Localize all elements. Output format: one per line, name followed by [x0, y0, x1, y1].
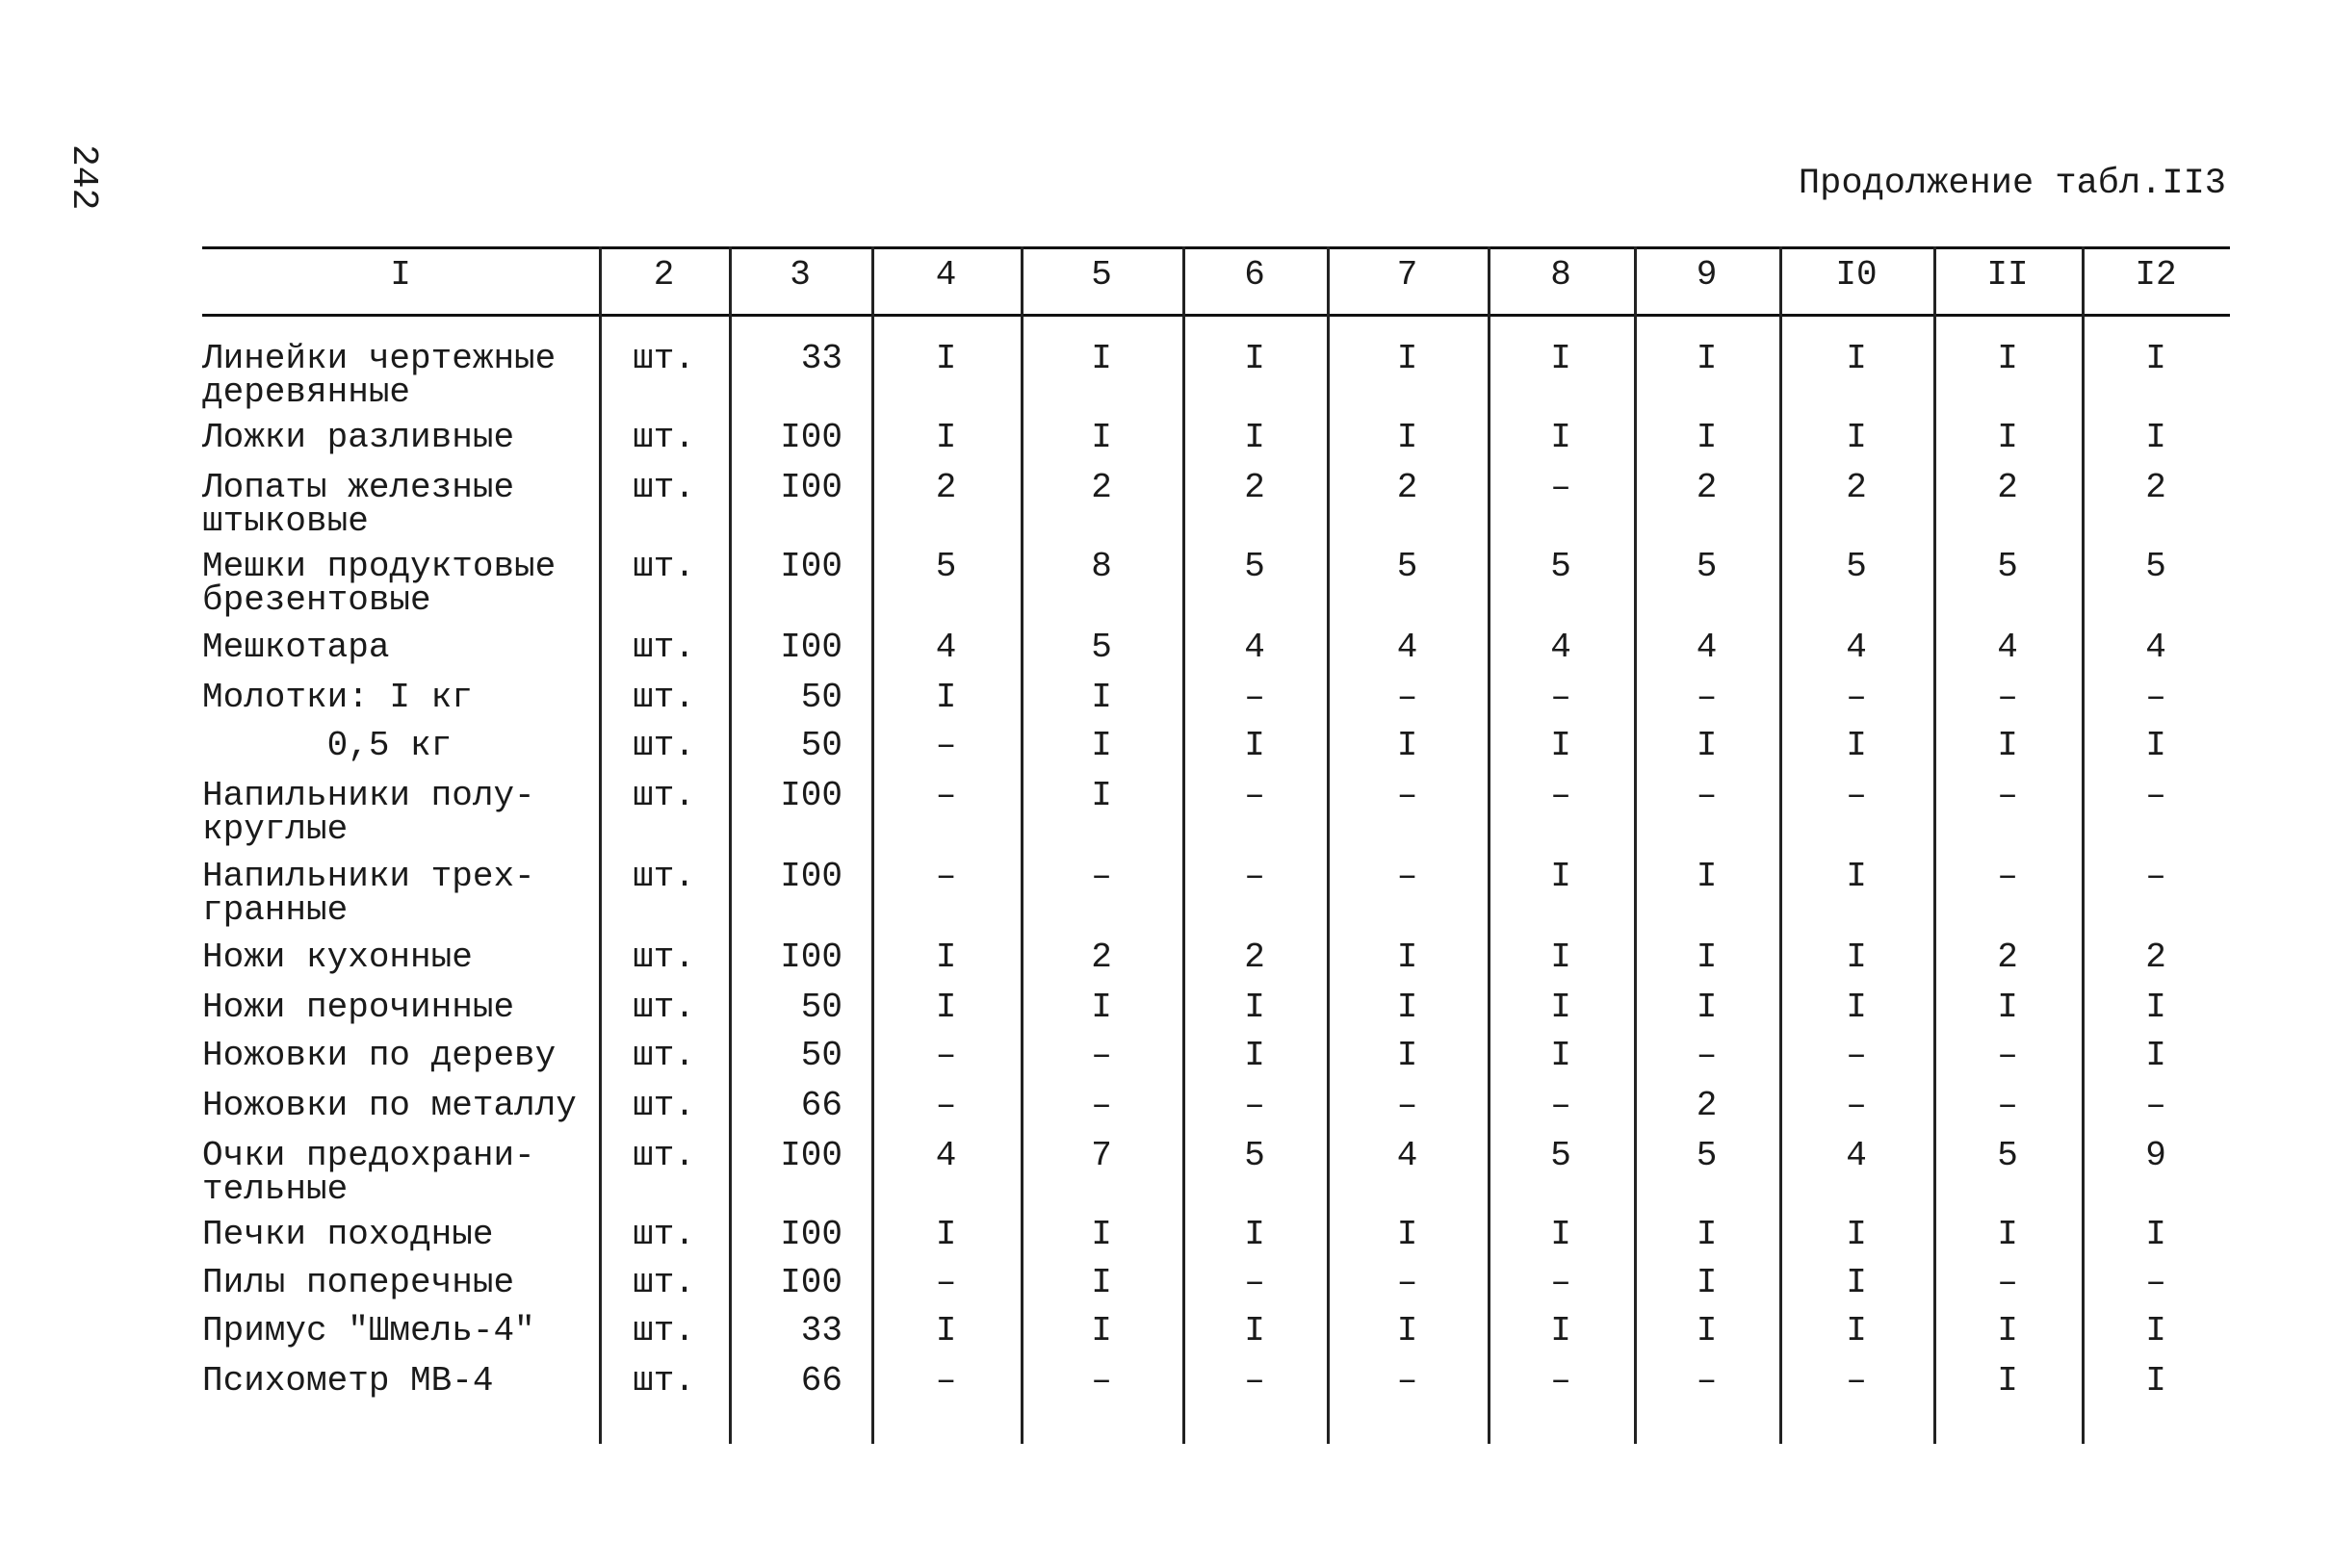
item-value: – — [1846, 678, 1867, 717]
item-value: – — [1846, 1086, 1867, 1125]
item-value: – — [1550, 1263, 1571, 1302]
item-value: I — [1396, 726, 1418, 765]
item-value: 5 — [1997, 1136, 2018, 1175]
item-value: 4 — [1696, 628, 1718, 667]
item-unit: шт. — [633, 418, 695, 457]
item-name: Ножи перочинные — [202, 988, 515, 1027]
item-qty: I00 — [780, 418, 842, 457]
item-value: I — [1997, 1311, 2018, 1350]
item-qty: I00 — [780, 938, 842, 977]
item-value: I — [1244, 339, 1265, 378]
item-value: 5 — [1244, 1136, 1265, 1175]
item-qty: I00 — [780, 857, 842, 896]
item-value: I — [1550, 988, 1571, 1027]
item-value: 2 — [2145, 938, 2166, 977]
item-value: I — [1696, 1263, 1718, 1302]
item-value: – — [935, 1263, 957, 1302]
item-value: – — [935, 726, 957, 765]
item-value: 7 — [1091, 1136, 1112, 1175]
item-value: – — [1550, 776, 1571, 815]
item-name: Напильники трех- гранные — [202, 857, 535, 930]
item-value: I — [1696, 988, 1718, 1027]
item-value: I — [1550, 857, 1571, 896]
item-value: I — [1396, 1036, 1418, 1075]
item-value: I — [1997, 726, 2018, 765]
item-value: I — [1396, 988, 1418, 1027]
item-name: Печки походные — [202, 1215, 494, 1254]
item-value: – — [1696, 1036, 1718, 1075]
item-value: I — [1550, 1215, 1571, 1254]
item-value: 5 — [1550, 547, 1571, 586]
item-value: 4 — [935, 1136, 957, 1175]
item-value: I — [1550, 1036, 1571, 1075]
item-value: 4 — [2145, 628, 2166, 667]
column-header: I0 — [1835, 255, 1878, 295]
page-number: 242 — [63, 144, 104, 211]
item-value: I — [1696, 1215, 1718, 1254]
column-header: 6 — [1244, 255, 1265, 295]
item-value: I — [1091, 339, 1112, 378]
item-value: I — [1846, 339, 1867, 378]
item-value: – — [1550, 1086, 1571, 1125]
item-value: – — [2145, 1086, 2166, 1125]
item-unit: шт. — [633, 857, 695, 896]
column-header: 8 — [1550, 255, 1571, 295]
item-value: – — [1997, 857, 2018, 896]
item-value: I — [1091, 678, 1112, 717]
item-name: Мешкотара — [202, 628, 390, 667]
item-qty: 50 — [800, 726, 842, 765]
item-qty: 50 — [800, 1036, 842, 1075]
item-value: I — [1997, 418, 2018, 457]
item-qty: 66 — [800, 1361, 842, 1401]
item-value: 2 — [1244, 468, 1265, 507]
item-value: I — [1091, 726, 1112, 765]
item-value: I — [2145, 988, 2166, 1027]
item-value: 2 — [1846, 468, 1867, 507]
item-value: I — [2145, 1215, 2166, 1254]
item-value: 2 — [2145, 468, 2166, 507]
item-value: I — [1846, 726, 1867, 765]
item-value: – — [1550, 678, 1571, 717]
item-value: I — [1696, 938, 1718, 977]
item-value: – — [1846, 776, 1867, 815]
column-header: 9 — [1696, 255, 1718, 295]
item-value: 2 — [1091, 468, 1112, 507]
item-unit: шт. — [633, 1086, 695, 1125]
item-qty: 50 — [800, 988, 842, 1027]
item-value: I — [1696, 418, 1718, 457]
item-value: I — [2145, 1036, 2166, 1075]
item-value: – — [935, 1361, 957, 1401]
item-value: 2 — [1396, 468, 1418, 507]
item-value: – — [1396, 1361, 1418, 1401]
item-unit: шт. — [633, 1361, 695, 1401]
item-value: I — [1846, 1215, 1867, 1254]
item-name: Примус "Шмель-4" — [202, 1311, 535, 1350]
column-header: II — [1986, 255, 2029, 295]
item-value: I — [2145, 339, 2166, 378]
header-bottom-rule — [202, 314, 2230, 317]
item-value: – — [1696, 1361, 1718, 1401]
item-value: I — [1846, 857, 1867, 896]
item-name: Пилы поперечные — [202, 1263, 515, 1302]
item-value: I — [1997, 988, 2018, 1027]
item-value: – — [1846, 1036, 1867, 1075]
item-name: Ножовки по металлу — [202, 1086, 577, 1125]
item-value: 5 — [1696, 547, 1718, 586]
item-value: – — [2145, 678, 2166, 717]
item-value: 2 — [1091, 938, 1112, 977]
item-unit: шт. — [633, 1215, 695, 1254]
item-value: 5 — [935, 547, 957, 586]
item-value: 4 — [1846, 1136, 1867, 1175]
item-value: I — [1091, 418, 1112, 457]
item-value: – — [1997, 1036, 2018, 1075]
item-value: I — [1550, 339, 1571, 378]
column-header: 2 — [653, 255, 675, 295]
item-value: – — [2145, 857, 2166, 896]
item-value: – — [1396, 857, 1418, 896]
column-header: I2 — [2135, 255, 2177, 295]
table-caption: Продолжение табл.II3 — [1798, 164, 2226, 204]
item-value: I — [1846, 418, 1867, 457]
column-header: 7 — [1396, 255, 1418, 295]
item-value: – — [1091, 1036, 1112, 1075]
item-value: I — [1997, 1215, 2018, 1254]
item-value: – — [1997, 1263, 2018, 1302]
item-value: I — [1396, 1215, 1418, 1254]
item-value: – — [1997, 1086, 2018, 1125]
item-value: 5 — [2145, 547, 2166, 586]
item-value: 5 — [1696, 1136, 1718, 1175]
item-value: – — [935, 857, 957, 896]
item-unit: шт. — [633, 628, 695, 667]
item-name: Линейки чертежные деревянные — [202, 339, 557, 412]
item-value: I — [2145, 726, 2166, 765]
item-unit: шт. — [633, 1136, 695, 1175]
item-value: 8 — [1091, 547, 1112, 586]
item-name: Ложки разливные — [202, 418, 515, 457]
item-value: I — [1091, 988, 1112, 1027]
item-value: – — [1091, 857, 1112, 896]
item-value: – — [1550, 1361, 1571, 1401]
item-value: 5 — [1244, 547, 1265, 586]
item-value: I — [1396, 418, 1418, 457]
item-value: I — [1550, 726, 1571, 765]
item-value: I — [1997, 1361, 2018, 1401]
item-qty: 66 — [800, 1086, 842, 1125]
item-value: I — [935, 988, 957, 1027]
item-value: – — [1244, 1263, 1265, 1302]
item-qty: 50 — [800, 678, 842, 717]
item-name: Ножи кухонные — [202, 938, 473, 977]
item-value: I — [1244, 1311, 1265, 1350]
item-value: I — [935, 339, 957, 378]
item-value: I — [1244, 418, 1265, 457]
item-value: 5 — [1396, 547, 1418, 586]
item-value: I — [1696, 726, 1718, 765]
item-qty: I00 — [780, 1136, 842, 1175]
item-value: I — [1244, 1036, 1265, 1075]
item-value: I — [1846, 1311, 1867, 1350]
item-value: I — [2145, 1311, 2166, 1350]
item-value: – — [1396, 776, 1418, 815]
item-value: – — [1997, 678, 2018, 717]
item-value: I — [1396, 1311, 1418, 1350]
item-value: 9 — [2145, 1136, 2166, 1175]
item-value: 2 — [935, 468, 957, 507]
item-value: I — [1550, 938, 1571, 977]
item-value: – — [1696, 776, 1718, 815]
item-unit: шт. — [633, 339, 695, 378]
item-value: – — [1091, 1361, 1112, 1401]
item-value: 5 — [1550, 1136, 1571, 1175]
item-value: 5 — [1091, 628, 1112, 667]
item-value: I — [1091, 1215, 1112, 1254]
column-header: I — [390, 255, 411, 295]
item-name: Напильники полу- круглые — [202, 776, 535, 849]
item-name: Мешки продуктовые брезентовые — [202, 547, 557, 620]
item-value: I — [2145, 1361, 2166, 1401]
item-value: I — [1696, 857, 1718, 896]
item-value: I — [1091, 1311, 1112, 1350]
item-value: – — [1396, 1263, 1418, 1302]
item-value: I — [1696, 1311, 1718, 1350]
item-unit: шт. — [633, 988, 695, 1027]
item-qty: 33 — [800, 339, 842, 378]
item-qty: I00 — [780, 547, 842, 586]
item-value: – — [1091, 1086, 1112, 1125]
item-value: I — [1997, 339, 2018, 378]
item-unit: шт. — [633, 1311, 695, 1350]
item-value: 4 — [1846, 628, 1867, 667]
item-value: – — [1244, 678, 1265, 717]
item-value: I — [1846, 1263, 1867, 1302]
item-name: Молотки: I кг — [202, 678, 473, 717]
column-header: 4 — [935, 255, 957, 295]
item-value: 4 — [1997, 628, 2018, 667]
item-value: – — [2145, 1263, 2166, 1302]
item-value: I — [1244, 726, 1265, 765]
item-unit: шт. — [633, 776, 695, 815]
item-value: 4 — [935, 628, 957, 667]
item-name: Очки предохрани- тельные — [202, 1136, 535, 1209]
item-unit: шт. — [633, 547, 695, 586]
item-qty: I00 — [780, 1263, 842, 1302]
item-value: I — [1244, 988, 1265, 1027]
item-value: – — [935, 776, 957, 815]
table-top-rule — [202, 246, 2230, 249]
item-value: I — [935, 938, 957, 977]
item-qty: I00 — [780, 628, 842, 667]
column-header: 3 — [790, 255, 811, 295]
item-name: Психометр МВ-4 — [202, 1361, 494, 1401]
item-value: 4 — [1396, 1136, 1418, 1175]
item-value: I — [935, 1215, 957, 1254]
item-value: I — [1846, 988, 1867, 1027]
item-qty: 33 — [800, 1311, 842, 1350]
item-value: 2 — [1997, 468, 2018, 507]
item-unit: шт. — [633, 938, 695, 977]
item-value: – — [1396, 1086, 1418, 1125]
item-value: I — [935, 418, 957, 457]
item-value: I — [1091, 776, 1112, 815]
item-unit: шт. — [633, 726, 695, 765]
item-value: 2 — [1244, 938, 1265, 977]
item-name: 0,5 кг — [202, 726, 453, 765]
item-value: I — [935, 678, 957, 717]
item-value: – — [1846, 1361, 1867, 1401]
item-unit: шт. — [633, 678, 695, 717]
item-value: 4 — [1396, 628, 1418, 667]
item-unit: шт. — [633, 1036, 695, 1075]
item-value: I — [1396, 938, 1418, 977]
item-unit: шт. — [633, 1263, 695, 1302]
item-value: I — [1550, 418, 1571, 457]
item-qty: I00 — [780, 468, 842, 507]
item-unit: шт. — [633, 468, 695, 507]
item-value: – — [1244, 776, 1265, 815]
item-value: I — [1091, 1263, 1112, 1302]
item-value: I — [935, 1311, 957, 1350]
item-value: – — [1244, 1086, 1265, 1125]
item-name: Ножовки по дереву — [202, 1036, 557, 1075]
item-value: I — [1696, 339, 1718, 378]
item-value: – — [1244, 1361, 1265, 1401]
item-value: – — [1696, 678, 1718, 717]
item-value: I — [2145, 418, 2166, 457]
item-qty: I00 — [780, 1215, 842, 1254]
item-value: 5 — [1997, 547, 2018, 586]
item-value: 4 — [1550, 628, 1571, 667]
item-value: I — [1846, 938, 1867, 977]
item-value: 2 — [1696, 468, 1718, 507]
column-header: 5 — [1091, 255, 1112, 295]
item-value: – — [1997, 776, 2018, 815]
item-value: – — [1550, 468, 1571, 507]
item-value: I — [1396, 339, 1418, 378]
item-value: – — [935, 1086, 957, 1125]
item-value: I — [1550, 1311, 1571, 1350]
item-value: – — [1396, 678, 1418, 717]
item-value: 5 — [1846, 547, 1867, 586]
item-value: – — [1244, 857, 1265, 896]
item-qty: I00 — [780, 776, 842, 815]
item-name: Лопаты железные штыковые — [202, 468, 515, 541]
item-value: – — [2145, 776, 2166, 815]
item-value: – — [935, 1036, 957, 1075]
item-value: 4 — [1244, 628, 1265, 667]
item-value: 2 — [1696, 1086, 1718, 1125]
item-value: I — [1244, 1215, 1265, 1254]
item-value: 2 — [1997, 938, 2018, 977]
